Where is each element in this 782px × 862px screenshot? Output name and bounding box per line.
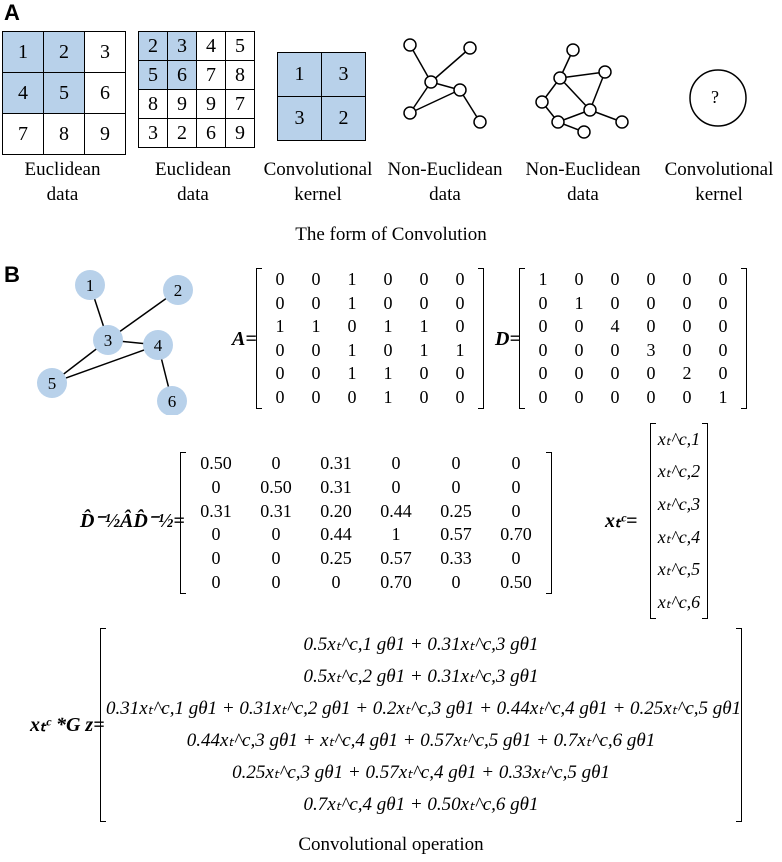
panel-b-title: Convolutional operation [298, 834, 484, 855]
caption-non-euclidean-2: Non-Euclidean data [525, 159, 641, 205]
matrix-cell: 0.50 [500, 571, 532, 592]
matrix-cell: 0 [311, 386, 321, 407]
graph-node-label: 6 [167, 392, 177, 411]
matrix-cell: 0 [682, 386, 692, 407]
convolution-row: 0.5xₜ^c,1 gθ1 + 0.31xₜ^c,3 gθ1 [303, 634, 539, 655]
convolution-result [100, 628, 742, 822]
matrix-cell: 1 [347, 339, 357, 360]
graph2-node [584, 104, 596, 116]
matrix-cell: 1 [718, 386, 728, 407]
matrix-cell: 0.31 [320, 476, 352, 497]
matrix-cell: 0 [538, 339, 548, 360]
matrix-cell: 0 [311, 292, 321, 313]
matrix-cell: 0 [511, 476, 521, 497]
matrix-cell: 0 [455, 363, 465, 384]
matrix-cell: xₜ^c,2 [657, 461, 701, 482]
matrix-cell: 0 [311, 339, 321, 360]
convolution-label: xₜᶜ *G z= [30, 714, 105, 736]
grid-cell: 2 [44, 32, 85, 73]
matrix-cell: 0.31 [320, 453, 352, 474]
matrix-cell: 0 [646, 292, 656, 313]
graph1-node [404, 107, 416, 119]
grid-cell: 6 [168, 61, 197, 90]
matrix-cell: 0 [538, 316, 548, 337]
matrix-cell: 0 [383, 292, 393, 313]
grid-cell: 6 [85, 73, 126, 114]
grid-cell: 3 [168, 32, 197, 61]
matrix-cell: 0 [383, 339, 393, 360]
matrix-cell: xₜ^c,6 [657, 592, 701, 613]
grid-cell: 7 [3, 114, 44, 155]
matrix-cell: xₜ^c,3 [657, 494, 701, 515]
graph1-node [474, 116, 486, 128]
convolution-row: 0.7xₜ^c,4 gθ1 + 0.50xₜ^c,6 gθ1 [303, 794, 539, 815]
grid-cell: 8 [226, 61, 255, 90]
matrix-cell: 0 [347, 316, 357, 337]
convolution-row: 0.25xₜ^c,3 gθ1 + 0.57xₜ^c,4 gθ1 + 0.33xₜ^c,5 gθ1 [232, 762, 610, 783]
adjacency-label: A= [232, 328, 257, 350]
grid-cell: 1 [3, 32, 44, 73]
matrix-cell: 0 [511, 547, 521, 568]
caption-euclidean-1: Euclidean data [24, 159, 101, 205]
grid-cell: 2 [168, 119, 197, 148]
matrix-cell: 1 [347, 363, 357, 384]
matrix-cell: 0.44 [320, 524, 352, 545]
matrix-cell: 0 [646, 363, 656, 384]
grid-cell: 3 [322, 53, 366, 97]
grid-cell: 9 [168, 90, 197, 119]
matrix-cell: 1 [538, 269, 548, 290]
euclidean-grid-3x3 [2, 31, 126, 155]
grid-cell: 5 [139, 61, 168, 90]
non-euclidean-graphs [380, 30, 780, 150]
grid-cell: 3 [85, 32, 126, 73]
matrix-cell: 0 [391, 453, 401, 474]
matrix-cell: 0 [275, 386, 285, 407]
graph2-node [536, 96, 548, 108]
matrix-cell: 0 [455, 386, 465, 407]
matrix-cell: 1 [455, 339, 465, 360]
panel-a-title: The form of Convolution [295, 224, 487, 245]
matrix-cell: 0 [610, 292, 620, 313]
graph-node-label: 4 [153, 336, 163, 355]
matrix-cell: 0 [682, 269, 692, 290]
grid-cell: 9 [226, 119, 255, 148]
graph1-node [454, 84, 466, 96]
grid-cell: 3 [139, 119, 168, 148]
example-graph [30, 265, 200, 415]
matrix-cell: 0.31 [260, 500, 292, 521]
grid-cell: 2 [322, 97, 366, 141]
matrix-cell: 1 [383, 386, 393, 407]
matrix-cell: 0 [419, 292, 429, 313]
matrix-cell: 0.31 [200, 500, 232, 521]
matrix-cell: 0 [718, 363, 728, 384]
matrix-cell: 1 [347, 292, 357, 313]
matrix-cell: 0 [718, 269, 728, 290]
matrix-cell: 0 [574, 386, 584, 407]
matrix-cell: 0.70 [500, 524, 532, 545]
matrix-cell: 0.25 [320, 547, 352, 568]
graph2-node [552, 116, 564, 128]
matrix-cell: 0 [391, 476, 401, 497]
matrix-cell: 0 [682, 339, 692, 360]
matrix-cell: 0 [574, 363, 584, 384]
matrix-cell: 1 [347, 269, 357, 290]
matrix-cell: 0.20 [320, 500, 352, 521]
convolution-row: 0.31xₜ^c,1 gθ1 + 0.31xₜ^c,2 gθ1 + 0.2xₜ^c,3 gθ1 + 0.44xₜ^c,4 gθ1 + 0.25xₜ^c,5 gθ1 [106, 698, 742, 719]
matrix-cell: xₜ^c,5 [657, 559, 701, 580]
graph1-node [464, 42, 476, 54]
matrix-cell: 0.44 [380, 500, 412, 521]
normalized-label: D̂⁻½ÂD̂⁻½= [80, 510, 185, 532]
matrix-cell: 0 [311, 363, 321, 384]
panel-a-label: A [4, 0, 20, 25]
matrix-cell: 0 [455, 292, 465, 313]
graph-node-label: 1 [85, 276, 95, 295]
matrix-cell: 0 [574, 339, 584, 360]
matrix-cell: 0 [610, 339, 620, 360]
graph2-node [567, 44, 579, 56]
matrix-cell: 0 [275, 292, 285, 313]
caption-euclidean-2: Euclidean data [155, 159, 231, 205]
matrix-cell: 1 [275, 316, 285, 337]
graph1-node [425, 76, 437, 88]
grid-cell: 5 [226, 32, 255, 61]
matrix-cell: 1 [419, 316, 429, 337]
matrix-cell: 0 [311, 269, 321, 290]
matrix-cell: 0 [383, 269, 393, 290]
matrix-cell: 0 [271, 524, 281, 545]
grid-cell: 4 [197, 32, 226, 61]
grid-cell: 6 [197, 119, 226, 148]
caption-kernel-2: Convolutional kernel [664, 159, 774, 205]
matrix-cell: 0.57 [440, 524, 472, 545]
matrix-cell: 0 [538, 363, 548, 384]
adjacency-matrix [256, 268, 484, 409]
matrix-cell: 0 [455, 316, 465, 337]
matrix-cell: 0 [610, 363, 620, 384]
matrix-cell: 1 [383, 363, 393, 384]
matrix-cell: 0 [271, 547, 281, 568]
degree-matrix [519, 268, 747, 409]
convolutional-kernel-grid [277, 52, 366, 141]
matrix-cell: 0 [347, 386, 357, 407]
normalized-adjacency-matrix [180, 452, 552, 594]
matrix-cell: 1 [383, 316, 393, 337]
grid-cell: 2 [139, 32, 168, 61]
unknown-kernel-symbol: ? [711, 87, 719, 107]
graph2-node [554, 72, 566, 84]
matrix-cell: 0 [419, 386, 429, 407]
matrix-cell: xₜ^c,1 [657, 428, 701, 449]
grid-cell: 9 [197, 90, 226, 119]
matrix-cell: 0 [682, 292, 692, 313]
grid-cell: 8 [44, 114, 85, 155]
matrix-cell: 0 [451, 571, 461, 592]
feature-vector [650, 423, 708, 619]
matrix-cell: 0 [511, 453, 521, 474]
matrix-cell: 4 [610, 316, 620, 337]
matrix-cell: 0 [538, 292, 548, 313]
matrix-cell: 0 [718, 316, 728, 337]
grid-cell: 3 [278, 97, 322, 141]
matrix-cell: 1 [391, 524, 401, 545]
grid-cell: 7 [197, 61, 226, 90]
matrix-cell: 0 [331, 571, 341, 592]
matrix-cell: 0 [646, 269, 656, 290]
feature-vector-label: xₜᶜ= [605, 510, 638, 532]
matrix-cell: 0 [538, 386, 548, 407]
matrix-cell: 0.50 [260, 476, 292, 497]
matrix-cell: 0 [574, 316, 584, 337]
matrix-cell: 0.57 [380, 547, 412, 568]
grid-cell: 8 [139, 90, 168, 119]
matrix-cell: 0 [455, 269, 465, 290]
grid-cell: 4 [3, 73, 44, 114]
matrix-cell: 0 [271, 453, 281, 474]
convolution-row: 0.44xₜ^c,3 gθ1 + xₜ^c,4 gθ1 + 0.57xₜ^c,5 gθ1 + 0.7xₜ^c,6 gθ1 [186, 730, 656, 751]
grid-cell: 9 [85, 114, 126, 155]
matrix-cell: 0 [718, 339, 728, 360]
matrix-cell: 0 [682, 316, 692, 337]
convolution-row: 0.5xₜ^c,2 gθ1 + 0.31xₜ^c,3 gθ1 [303, 666, 539, 687]
graph2-node [616, 116, 628, 128]
matrix-cell: 0 [275, 269, 285, 290]
matrix-cell: 0.33 [440, 547, 472, 568]
matrix-cell: 0 [419, 269, 429, 290]
matrix-cell: 1 [419, 339, 429, 360]
matrix-cell: 0 [451, 476, 461, 497]
graph2-node [599, 66, 611, 78]
matrix-cell: 0 [574, 269, 584, 290]
matrix-cell: 0 [271, 571, 281, 592]
matrix-cell: 0 [275, 363, 285, 384]
matrix-cell: 0 [718, 292, 728, 313]
matrix-cell: 0 [211, 476, 221, 497]
matrix-cell: 0 [610, 269, 620, 290]
matrix-cell: 1 [311, 316, 321, 337]
matrix-cell: 0 [275, 339, 285, 360]
graph-node-label: 3 [103, 331, 113, 350]
graph2-node [578, 126, 590, 138]
matrix-cell: 0 [646, 316, 656, 337]
matrix-cell: 3 [646, 339, 656, 360]
matrix-cell: 0.25 [440, 500, 472, 521]
grid-cell: 1 [278, 53, 322, 97]
matrix-cell: 0 [211, 571, 221, 592]
caption-kernel-1: Convolutional kernel [263, 159, 373, 205]
degree-label: D= [495, 328, 521, 350]
matrix-cell: 0 [419, 363, 429, 384]
matrix-cell: 0 [610, 386, 620, 407]
matrix-cell: 0 [211, 547, 221, 568]
grid-cell: 5 [44, 73, 85, 114]
graph-node-label: 2 [173, 281, 183, 300]
panel-b-label: B [4, 262, 20, 287]
grid-cell: 7 [226, 90, 255, 119]
matrix-cell: 0 [646, 386, 656, 407]
matrix-cell: 0 [211, 524, 221, 545]
matrix-cell: 2 [682, 363, 692, 384]
matrix-cell: 0.50 [200, 453, 232, 474]
euclidean-grid-4x4 [138, 31, 255, 148]
graph-node-label: 5 [47, 374, 57, 393]
matrix-cell: 0.70 [380, 571, 412, 592]
matrix-cell: 0 [451, 453, 461, 474]
matrix-cell: xₜ^c,4 [657, 526, 701, 547]
caption-non-euclidean-1: Non-Euclidean data [387, 159, 503, 205]
graph1-node [404, 39, 416, 51]
matrix-cell: 1 [574, 292, 584, 313]
matrix-cell: 0 [511, 500, 521, 521]
